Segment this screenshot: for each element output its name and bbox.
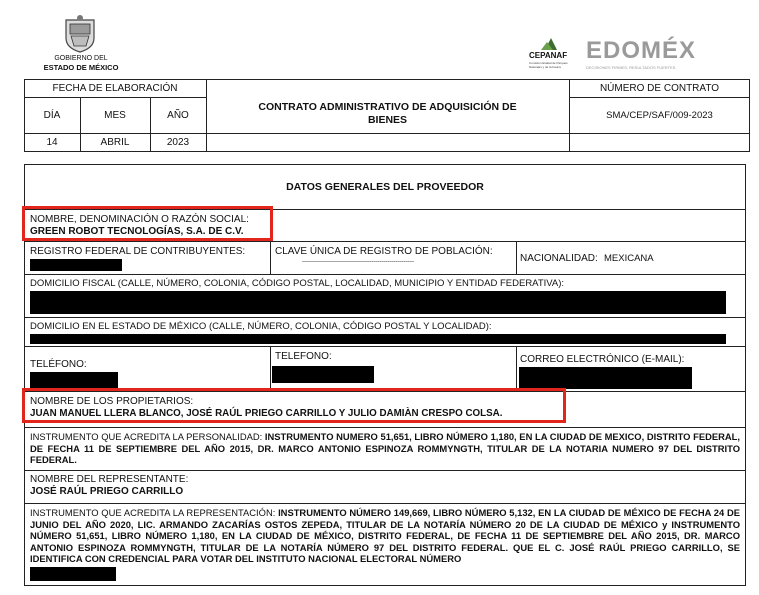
telefono1-label: TELÉFONO: [30, 359, 87, 370]
instrumento-personalidad-text: INSTRUMENTO NUMERO 51,651, LIBRO NÚMERO 1,180, EN LA CIUDAD DE MEXICO, DISTRITO FEDERAL, DE FECHA 11 DE SEPTIEMBRE DEL AÑO 2015, DR. MARCO ANTONIO ESPINOZA ROMMYNGTH, TITULAR DE LA NOTARIA NUMERO 97 DEL DISTRITO FEDERAL. [30, 431, 740, 465]
nacionalidad-value: MEXICANA [604, 253, 654, 264]
fecha-label: FECHA DE ELABORACIÓN [52, 83, 178, 94]
instrumento-representacion-label: INSTRUMENTO QUE ACREDITA LA REPRESENTACIÓN: [30, 507, 276, 518]
propietarios-value: JUAN MANUEL LLERA BLANCO, JOSÉ RAÚL PRIEGO CARRILLO Y JULIO DAMIÀN CRESPO COLSA. [30, 408, 503, 419]
instrumento-representacion-text: INSTRUMENTO NÚMERO 149,669, LIBRO NÚMERO 5,132, EN LA CIUDAD DE MÉXICO DE FECHA 24 DE JUNIO DEL AÑO 2020, LIC. ARMANDO ZACARÍAS OSTOS ZEPEDA, TITULAR DE LA NOTARÍA NÚMERO 20 DE LA CIUDAD DE MÉXICO y INSTRUMENTO NÚMERO 51,651, LIBRO NÚMERO 1,180, EN LA CIUDAD DE MÉXICO, DISTRITO FEDERAL, DE FECHA 11 DE SEPTIEMBRE DEL AÑO 2015, DR. MARCO ANTONIO ESPINOZA ROMMYNGTH, TITULAR DE LA NOTARÍA NÚMERO 97 DEL DISTRITO FEDERAL. QUE EL C. JOSÉ RAÚL PRIEGO CARRILLO, SE IDENTIFICA CON CREDENCIAL PARA VOTAR DEL INSTITUTO NACIONAL ELECTORAL NÚMERO [30, 507, 740, 564]
anio-value: 2023 [166, 137, 190, 148]
representante-value: JOSÉ RAÚL PRIEGO CARRILLO [30, 486, 184, 497]
nacionalidad-label: NACIONALIDAD: [520, 253, 598, 264]
nombre-label: NOMBRE, DENOMINACIÓN O RAZÓN SOCIAL: [30, 214, 249, 225]
numero-contrato-label: NÚMERO DE CONTRATO [599, 83, 720, 94]
email-label: CORREO ELECTRÓNICO (E-MAIL): [520, 354, 685, 365]
mes-value: ABRIL [100, 137, 130, 148]
representante-label: NOMBRE DEL REPRESENTANTE: [30, 474, 189, 485]
highlight-nombre [22, 206, 273, 241]
highlight-propietarios [22, 388, 566, 423]
numero-contrato: SMA/CEP/SAF/009-2023 [606, 110, 713, 121]
contract-title-line1: CONTRATO ADMINISTRATIVO DE ADQUISICIÓN DE [258, 101, 517, 113]
telefono2-redaction [272, 366, 374, 383]
edomex-logo: EDOMÉX [586, 37, 697, 64]
gov-line1: GOBIERNO DEL [54, 55, 108, 62]
contract-title-line2: BIENES [367, 114, 408, 126]
ine-redaction [30, 567, 116, 581]
edomex-slogan: DECISIONES FIRMES, RESULTADOS FUERTES. [586, 65, 677, 70]
telefono2-label: TELEFONO: [275, 351, 332, 362]
mes-label: MES [104, 110, 126, 121]
curp-value: -------------------------------------------------------- [302, 259, 414, 265]
dia-label: DÍA [43, 110, 61, 121]
gov-line2: ESTADO DE MÉXICO [43, 63, 119, 72]
domicilio-edomex-label: DOMICILIO EN EL ESTADO DE MÉXICO (CALLE, NÚMERO, COLONIA, CÓDIGO POSTAL Y LOCALIDAD): [30, 321, 492, 332]
proveedor-title: DATOS GENERALES DEL PROVEEDOR [286, 181, 484, 193]
propietarios-label: NOMBRE DE LOS PROPIETARIOS: [30, 396, 194, 407]
anio-label: AÑO [167, 110, 189, 121]
rfc-redaction [30, 259, 122, 271]
instrumento-representacion [30, 507, 740, 565]
cepanaf-logo-icon [531, 36, 571, 52]
curp-label: CLAVE ÚNICA DE REGISTRO DE POBLACIÓN: [275, 246, 493, 257]
dia-value: 14 [46, 137, 58, 148]
domicilio-fiscal-redaction [30, 291, 726, 314]
telefono1-redaction [30, 372, 118, 388]
nombre-value: GREEN ROBOT TECNOLOGÍAS, S.A. DE C.V. [30, 226, 244, 237]
email-redaction [519, 367, 692, 389]
instrumento-personalidad [30, 431, 740, 466]
instrumento-personalidad-label: INSTRUMENTO QUE ACREDITA LA PERSONALIDAD: [30, 431, 263, 442]
rfc-label: REGISTRO FEDERAL DE CONTRIBUYENTES: [30, 246, 246, 257]
cepanaf-label: CEPANAF [529, 51, 568, 60]
cepanaf-sub: Comisión Estatal de Parques Naturales y de la Fauna [529, 61, 568, 69]
domicilio-edomex-redaction [30, 334, 726, 344]
coat-of-arms-icon [62, 14, 98, 54]
domicilio-fiscal-label: DOMICILIO FISCAL (CALLE, NÚMERO, COLONIA, CÓDIGO POSTAL, LOCALIDAD, MUNICIPIO Y ENTIDAD FEDERATIVA): [30, 278, 565, 289]
